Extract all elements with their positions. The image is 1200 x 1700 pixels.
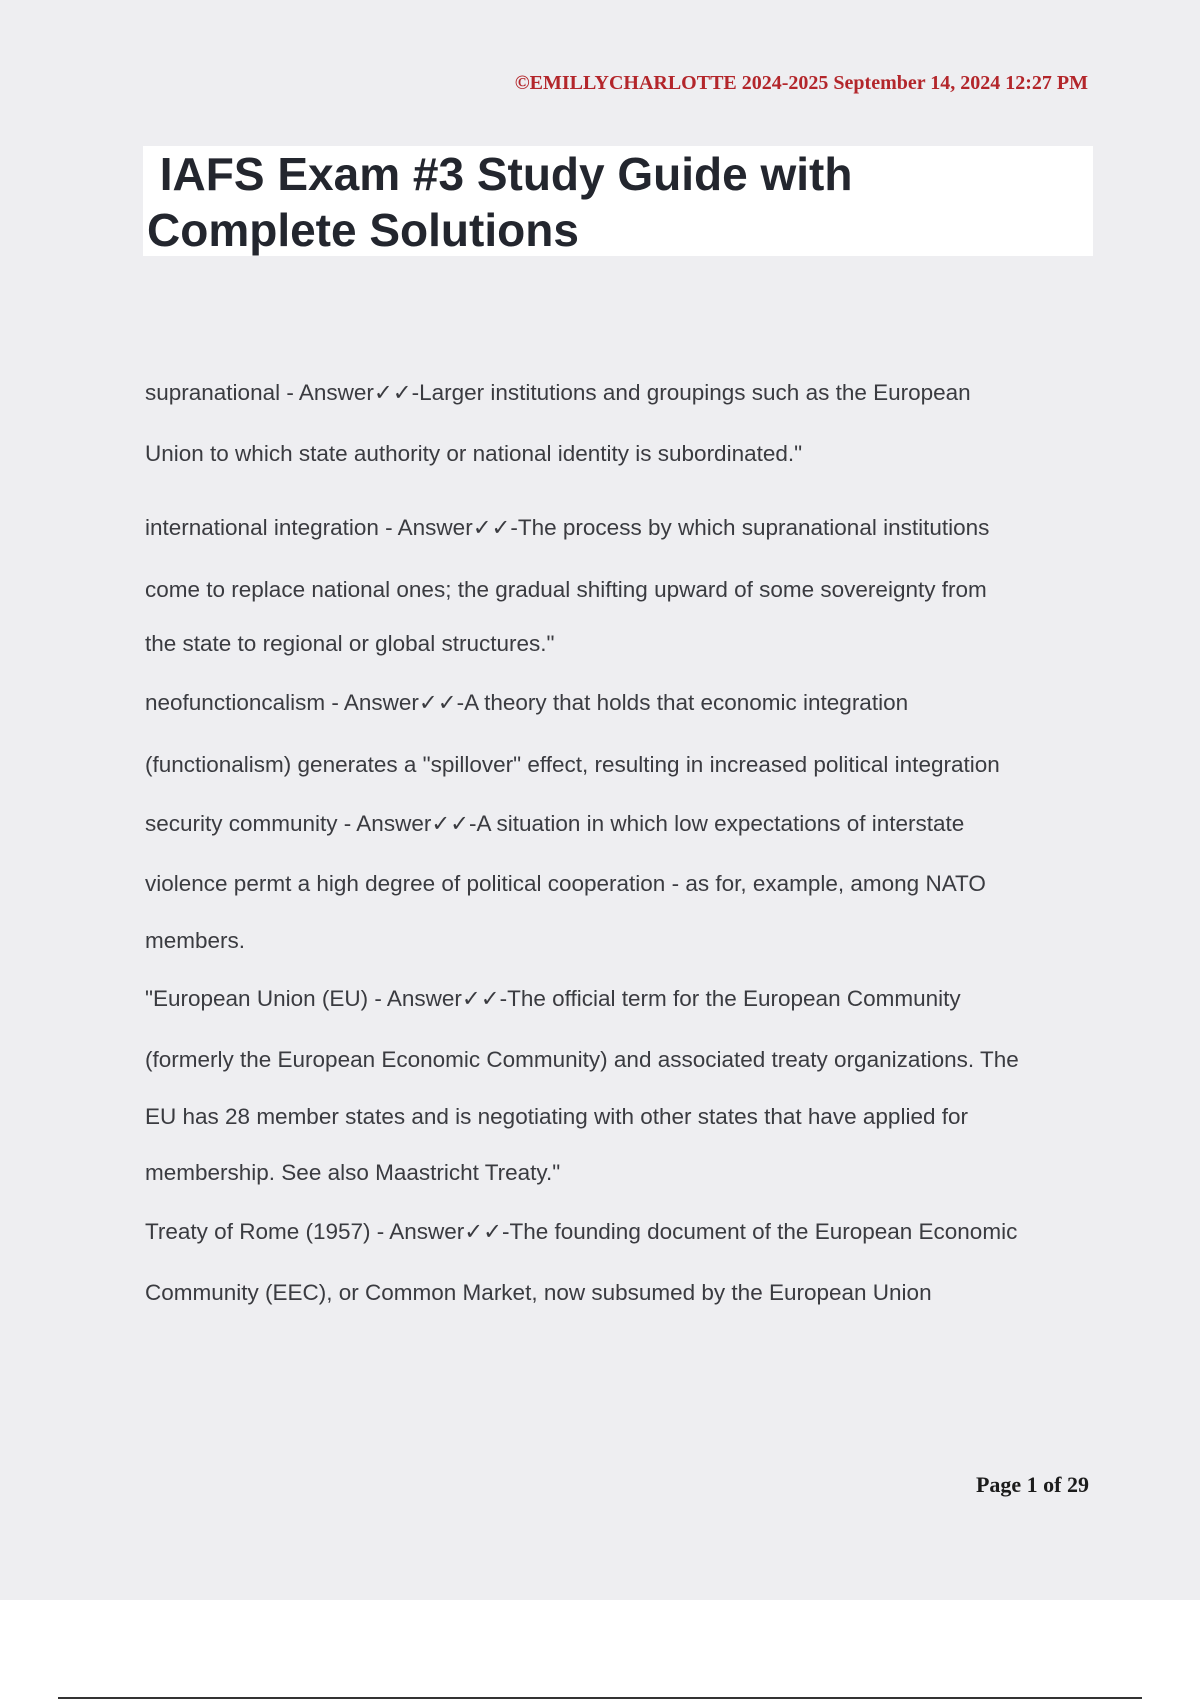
body-line: (formerly the European Economic Community) and associated treaty organizations. The [145,1047,1019,1072]
body-line: Community (EEC), or Common Market, now subsumed by the European Union [145,1280,932,1305]
body-line: members. [145,928,246,953]
body-line: the state to regional or global structures." [145,631,555,656]
copyright-stamp: ©EMILLYCHARLOTTE 2024-2025 September 14, 2024 12:27 PM [514,72,1088,94]
body-line: supranational - Answer✓✓-Larger institutions and groupings such as the European [145,380,971,405]
page-number: Page 1 of 29 [975,1472,1089,1497]
body-line: violence permt a high degree of political cooperation - as for, example, among NATO [145,871,986,896]
body-line: membership. See also Maastricht Treaty." [145,1160,561,1185]
body-line: EU has 28 member states and is negotiating with other states that have applied for [145,1104,968,1129]
body-line: (functionalism) generates a "spillover" effect, resulting in increased political integration [145,752,1000,777]
body-line: security community - Answer✓✓-A situation in which low expectations of interstate [145,811,965,836]
title-box [143,146,1093,256]
title-line-1: IAFS Exam #3 Study Guide with [147,148,853,200]
document-title [147,146,1087,258]
body-line: "European Union (EU) - Answer✓✓-The official term for the European Community [145,986,961,1011]
next-page-divider [58,1697,1142,1699]
body-line: come to replace national ones; the gradual shifting upward of some sovereignty from [145,577,987,602]
body-line: neofunctioncalism - Answer✓✓-A theory that holds that economic integration [145,690,909,715]
title-line-2: Complete Solutions [147,204,579,256]
body-line: Union to which state authority or national identity is subordinated." [145,441,803,466]
body-line: international integration - Answer✓✓-The process by which supranational institutions [145,515,990,540]
body-line: Treaty of Rome (1957) - Answer✓✓-The founding document of the European Economic [145,1219,1018,1244]
